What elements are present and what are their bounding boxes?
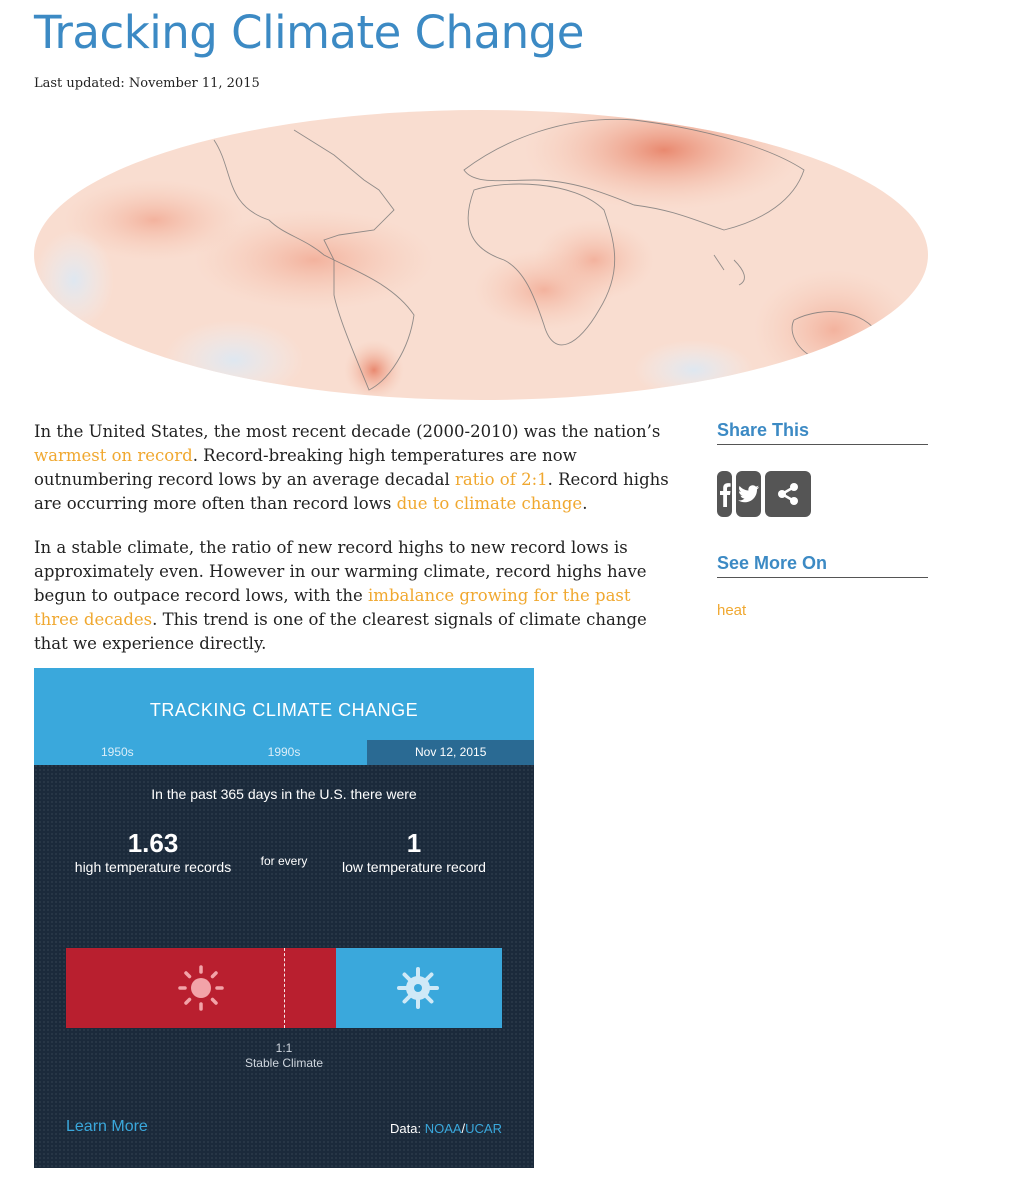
- twitter-icon: [738, 484, 760, 504]
- link-imbalance-growing[interactable]: imbalance growing for the past three decades: [34, 586, 631, 629]
- tag-heat[interactable]: heat: [717, 602, 747, 619]
- stable-climate-label: 1:1 Stable Climate: [244, 1041, 324, 1070]
- twitter-button[interactable]: [736, 471, 761, 517]
- learn-more-link[interactable]: Learn More: [66, 1118, 148, 1135]
- share-button[interactable]: [765, 471, 811, 517]
- temperature-anomaly-map: [34, 110, 928, 400]
- link-due-to-climate-change[interactable]: due to climate change: [396, 494, 583, 513]
- high-records-stat: [74, 828, 232, 876]
- widget-title: TRACKING CLIMATE CHANGE: [149, 700, 419, 720]
- share-heading: Share This: [717, 420, 928, 445]
- snowflake-icon: [396, 966, 440, 1010]
- paragraph-1: In the United States, the most recent decade (2000-2010) was the nation’s warmest on record. Record-breaking high temperatures are now outnumbering record lows by an average decadal ratio of 2:1. Record highs are occurring more often than record lows due to climate change.: [34, 422, 669, 513]
- tab-1990s[interactable]: 1990s: [267, 745, 301, 759]
- facebook-icon: [719, 481, 731, 507]
- noaa-link[interactable]: NOAA: [424, 1121, 462, 1136]
- data-credit: Data: NOAA/UCAR: [390, 1121, 502, 1136]
- tab-nov-12-2015[interactable]: Nov 12, 2015: [367, 740, 534, 765]
- low-records-label: low temperature record: [342, 859, 486, 875]
- share-icon: [775, 481, 801, 507]
- low-records-value: 1: [406, 828, 422, 858]
- ucar-link[interactable]: UCAR: [465, 1121, 502, 1136]
- stable-ratio-line: [284, 948, 285, 1028]
- see-more-heading: See More On: [717, 553, 928, 578]
- tracking-climate-widget: [34, 668, 534, 1168]
- high-records-value: 1.63: [127, 828, 179, 858]
- widget-intro: In the past 365 days in the U.S. there were: [151, 786, 417, 802]
- for-every-label: for every: [260, 854, 308, 868]
- facebook-button[interactable]: [717, 471, 732, 517]
- link-warmest-on-record[interactable]: warmest on record: [34, 446, 193, 465]
- paragraph-2: In a stable climate, the ratio of new record highs to new record lows is approximately even. However in our warming climate, record highs have begun to outpace record lows, with the imbalance growing for the past three decades. This trend is one of the clearest signals of climate change that we experience directly.: [34, 538, 647, 653]
- low-records-bar: [336, 948, 502, 1028]
- low-records-stat: [324, 828, 504, 876]
- high-records-bar: [66, 948, 336, 1028]
- sun-icon: [176, 963, 226, 1013]
- sidebar: [717, 420, 928, 619]
- widget-tabs: [34, 740, 534, 765]
- article-body: [34, 420, 674, 676]
- share-buttons: [717, 471, 928, 517]
- high-records-label: high temperature records: [74, 859, 232, 875]
- tab-1950s[interactable]: 1950s: [100, 745, 134, 759]
- last-updated: Last updated: November 11, 2015: [34, 76, 260, 91]
- link-ratio[interactable]: ratio of 2:1: [454, 470, 548, 489]
- page-title: Tracking Climate Change: [34, 6, 584, 59]
